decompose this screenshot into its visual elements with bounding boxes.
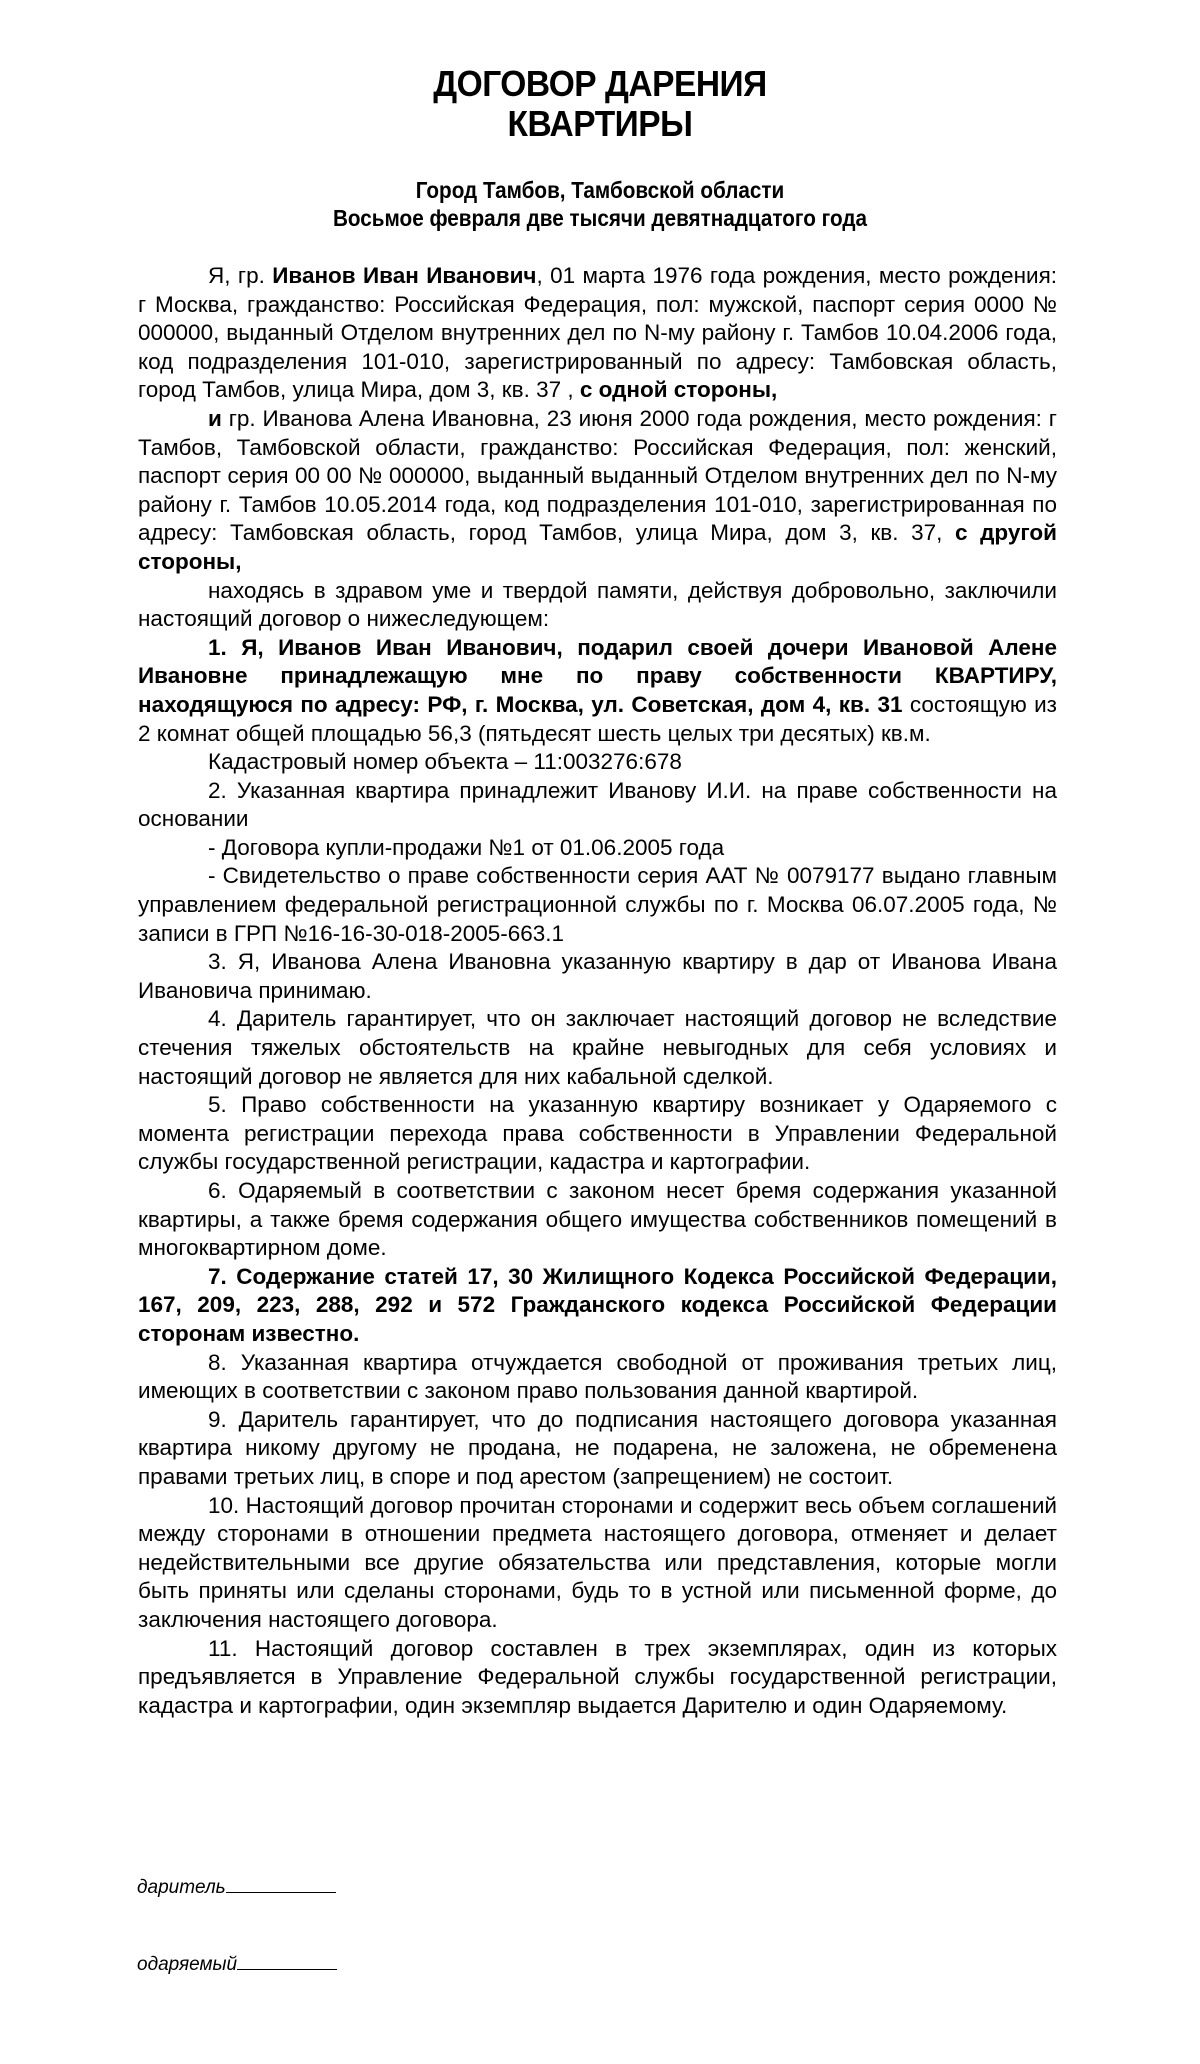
donor-signature [137, 1876, 336, 1899]
clause-5: 5. Право собственности на указанную квартиру возникает у Одаряемого с момента регистрации перехода права собственности в Управлении Федеральной службы государственной регистрации, кадастра и картографии. [138, 1092, 1057, 1175]
donee-signature [137, 1953, 337, 1976]
preamble: находясь в здравом уме и твердой памяти, действуя добровольно, заключили настоящий договор о нижеследующем: [138, 577, 1057, 632]
clause-4: 4. Даритель гарантирует, что он заключает настоящий договор не вследствие стечения тяжелых обстоятельств на крайне невыгодных для себя условиях и настоящий договор не является для них кабальной сделкой. [138, 1006, 1057, 1089]
document-title [42, 64, 1158, 144]
donee-side: с другой стороны, [138, 520, 1057, 574]
donee-signature-label: одаряемый [137, 1954, 238, 1975]
donor-signature-line[interactable] [226, 1876, 336, 1893]
clause-11: 11. Настоящий договор составлен в трех экземплярах, один из которых предъявляется в Управление Федеральной службы государственной регистрации, кадастра и картографии, один экземпляр выдается Дарителю и один Одаряемому. [138, 1635, 1057, 1718]
clause-1-rest: состоящую из 2 комнат общей площадью 56,3 (пятьдесят шесть целых три десятых) кв.м. [138, 691, 1057, 746]
title-line-1: ДОГОВОР ДАРЕНИЯ [433, 63, 767, 104]
clause-2-item-1: - Договора купли-продажи №1 от 01.06.2005 года [208, 834, 725, 860]
donee-prefix: и [208, 405, 222, 431]
clause-6: 6. Одаряемый в соответствии с законом несет бремя содержания указанной квартиры, а также бремя содержания общего имущества собственников помещений в многоквартирном доме. [138, 1178, 1057, 1261]
clause-8: 8. Указанная квартира отчуждается свободной от проживания третьих лиц, имеющих в соответствии с законом право пользования данной квартирой. [138, 1349, 1057, 1404]
clause-1-bold: 1. Я, Иванов Иван Иванович, подарил своей дочери Ивановой Алене Ивановне принадлежащую мне по праву собственности КВАРТИРУ, находящуюся по адресу: РФ, г. Москва, ул. Советская, дом 4, кв. 31 [138, 634, 1057, 717]
clause-1 [138, 634, 1057, 748]
clause-7: 7. Содержание статей 17, 30 Жилищного Кодекса Российской Федерации, 167, 209, 223, 288, 292 и 572 Гражданского кодекса Российской Федерации сторонам известно. [138, 1263, 1057, 1346]
document-place: Город Тамбов, Тамбовской области [415, 177, 785, 203]
clause-2-item-2: - Свидетельство о праве собственности серия ААТ № 0079177 выдано главным управлением федеральной регистрационной службы по г. Москва 06.07.2005 года, № записи в ГРП №16-16-30-018-2005-663.1 [138, 863, 1057, 946]
place-and-date [60, 176, 1140, 232]
donor-prefix: Я, гр. [208, 263, 273, 288]
contract-body [138, 262, 1057, 1720]
title-line-2: КВАРТИРЫ [507, 103, 693, 144]
donor-paragraph [138, 262, 1057, 405]
donee-details: гр. Иванова Алена Ивановна, 23 июня 2000 года рождения, место рождения: г Тамбов, Тамбовской области, гражданство: Российская Федерация, пол: женский, паспорт серия 00 00 № 000000, выданный выданный Отделом внутренних дел по N-му району г. Тамбов 10.05.2014 года, код подразделения 101-010, зарегистрированная по адресу: Тамбовская область, город Тамбов, улица Мира, дом 3, кв. 37, [138, 405, 1057, 546]
clause-3: 3. Я, Иванова Алена Ивановна указанную квартиру в дар от Иванова Ивана Ивановича принимаю. [138, 949, 1057, 1003]
cadastral-number: Кадастровый номер объекта – 11:003276:678 [208, 749, 682, 775]
donor-side: с одной стороны, [579, 377, 778, 403]
clause-9: 9. Даритель гарантирует, что до подписания настоящего договора указанная квартира никому другому не продана, не подарена, не заложена, не обременена правами третьих лиц, в споре и под арестом (запрещением) не состоит. [138, 1406, 1057, 1489]
document-date: Восьмое февраля две тысячи девятнадцатого года [332, 205, 868, 231]
donor-name: Иванов Иван Иванович [272, 263, 537, 288]
clause-2: 2. Указанная квартира принадлежит Иванову И.И. на праве собственности на основании [138, 777, 1057, 832]
donor-details: , 01 марта 1976 года рождения, место рождения: г Москва, гражданство: Российская Федерация, пол: мужской, паспорт серия 0000 № 000000, выданный Отделом внутренних дел по N-му району г. Тамбов 10.04.2006 года, код подразделения 101-010, зарегистрированный по адресу: Тамбовская область, город Тамбов, улица Мира, дом 3, кв. 37 , [138, 263, 1058, 403]
donor-signature-label: даритель [137, 1877, 226, 1898]
clause-10: 10. Настоящий договор прочитан сторонами и содержит весь объем соглашений между сторонами в отношении предмета настоящего договора, отменяет и делает недействительными все другие обязательства или представления, которые могли быть приняты или сделаны сторонами, будь то в устной или письменной форме, до заключения настоящего договора. [138, 1492, 1057, 1632]
donee-paragraph [138, 405, 1057, 577]
donee-signature-line[interactable] [237, 1953, 337, 1970]
